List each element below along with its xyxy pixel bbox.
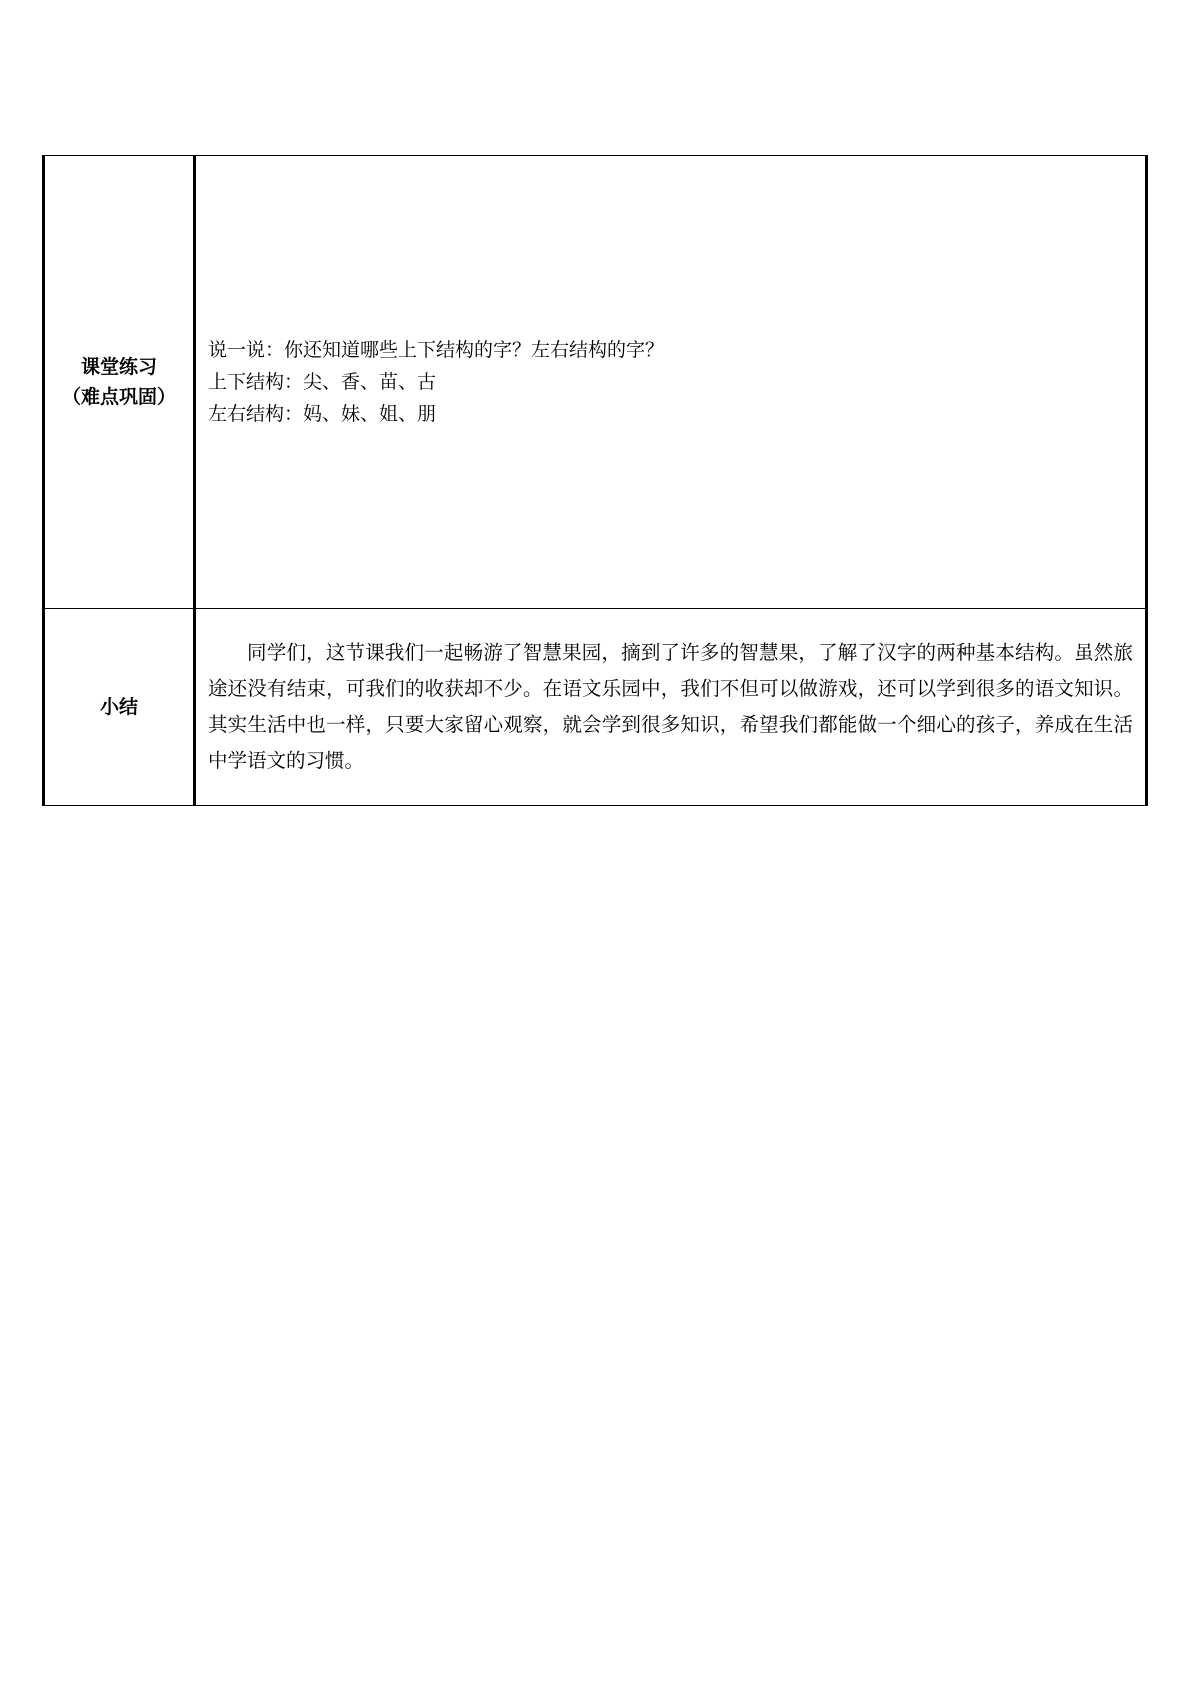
practice-content-cell xyxy=(195,156,1147,609)
table-row-summary xyxy=(44,609,1147,806)
summary-label-cell xyxy=(44,609,195,806)
table-row-practice xyxy=(44,156,1147,609)
summary-content-cell xyxy=(195,609,1147,806)
practice-sublabel: （难点巩固） xyxy=(61,386,176,408)
practice-answer-top-bottom: 上下结构：尖、香、苗、古 xyxy=(208,371,437,393)
practice-answer-left-right: 左右结构：妈、妹、姐、朋 xyxy=(208,403,437,425)
practice-label: 课堂练习 xyxy=(80,356,157,378)
practice-question: 说一说：你还知道哪些上下结构的字？左右结构的字？ xyxy=(208,339,665,361)
summary-paragraph: 同学们，这节课我们一起畅游了智慧果园，摘到了许多的智慧果，了解了汉字的两种基本结构。虽然旅途还没有结束，可我们的收获却不少。在语文乐园中，我们不但可以做游戏，还可以学到很多的语文知识。其实生活中也一样，只要大家留心观察，就会学到很多知识，希望我们都能做一个细心的孩子，养成在生活中学语文的习惯。 xyxy=(208,641,1133,772)
practice-label-cell xyxy=(44,156,195,609)
lesson-plan-table xyxy=(42,155,1148,806)
summary-label: 小结 xyxy=(99,696,138,718)
